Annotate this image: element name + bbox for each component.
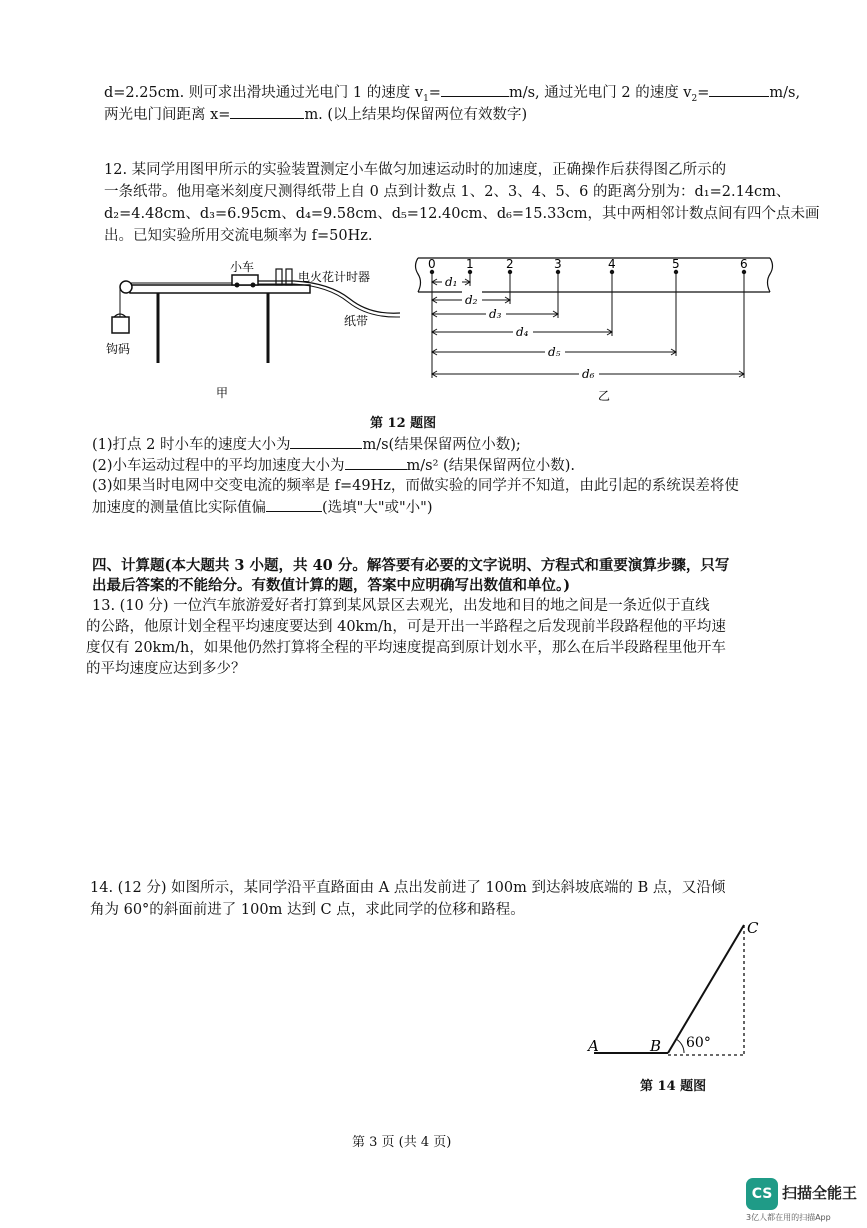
distance-label: d₃ — [489, 307, 502, 321]
q12-sub3-a: 加速度的测量值比实际值偏 — [92, 500, 266, 516]
answer-blank — [709, 82, 769, 97]
apparatus-figure — [100, 255, 410, 410]
distance-label: d₆ — [582, 367, 595, 381]
tape-end — [768, 258, 773, 292]
distance-label: d₅ — [548, 345, 561, 359]
q13-text-line: 的平均速度应达到多少？ — [86, 661, 246, 677]
q12-sub2 — [92, 455, 575, 476]
tape-end — [416, 258, 421, 292]
tape-marks — [428, 257, 748, 381]
q12-text-line: 12. 某同学用图甲所示的实验装置测定小车做匀加速运动时的加速度，正确操作后获得图乙所示的 — [104, 162, 727, 178]
label-timer: 电火花计时器 — [298, 270, 371, 284]
label-a: A — [588, 1037, 599, 1055]
tape-point-label: 6 — [740, 257, 748, 271]
distance-label: d₂ — [465, 293, 478, 307]
answer-blank — [345, 455, 407, 470]
q11-line1-b: m/s, 通过光电门 2 的速度 v — [508, 85, 692, 101]
answer-blank — [230, 104, 304, 119]
tape-point-label: 4 — [608, 257, 616, 271]
table-top — [130, 285, 310, 293]
q12-sub1 — [92, 434, 521, 455]
q14-caption: 第 14 题图 — [640, 1079, 707, 1094]
q12-text-line: 出。已知实验所用交流电频率为 f=50Hz. — [104, 228, 373, 244]
label-c: C — [747, 919, 759, 937]
q14-text-line: 角为 60°的斜面前进了 100m 达到 C 点，求此同学的位移和路程。 — [90, 902, 525, 918]
q11-line2-a: 两光电门间距离 x= — [104, 107, 231, 123]
q12-sub3-b: (选填"大"或"小") — [322, 500, 433, 516]
q11-line1-a: d=2.25cm. 则可求出滑块通过光电门 1 的速度 v — [104, 85, 424, 101]
q11-line1: d=2.25cm. 则可求出滑块通过光电门 1 的速度 $v_1= m/s$, 通过光电门 2 的速度 $v_2= m/s$, — [104, 82, 800, 109]
angle-label: 60° — [686, 1035, 711, 1051]
q12-sub2-b: m/s² (结果保留两位小数). — [406, 458, 575, 474]
label-yi: 乙 — [598, 389, 611, 403]
distance-label: d₄ — [516, 325, 529, 339]
q11-line1-c: m/s, — [769, 85, 801, 101]
watermark-sub: 3亿人都在用的扫描App — [746, 1213, 831, 1222]
weight-icon — [112, 317, 129, 333]
label-weight: 钩码 — [106, 342, 131, 356]
tape-figure — [410, 252, 785, 407]
angle-arc — [676, 1039, 684, 1053]
label-cart: 小车 — [230, 260, 255, 274]
q12-text-line: d₂=4.48cm、d₃=6.95cm、d₄=9.58cm、d₅=12.40cm、d₆=15.33cm，其中两相邻计数点间有四个点未画 — [104, 206, 820, 222]
q12-sub1-b: m/s(结果保留两位小数); — [362, 437, 521, 453]
label-jia: 甲 — [216, 386, 229, 400]
tape-point-label: 1 — [466, 257, 474, 271]
timer-icon — [276, 269, 282, 285]
slope-line — [668, 925, 744, 1053]
tape-point-label: 2 — [506, 257, 514, 271]
slope-figure — [580, 915, 770, 1065]
q13-text-line: 13. (10 分) 一位汽车旅游爱好者打算到某风景区去观光，出发地和目的地之间是一条近似于直线 — [92, 598, 710, 614]
section4-header-line1: 四、计算题(本大题共 3 小题，共 40 分。解答要有必要的文字说明、方程式和重要演算步骤，只写 — [92, 557, 730, 574]
q12-sub2-a: (2)小车运动过程中的平均加速度大小为 — [92, 458, 345, 474]
q11-line2-b: m. (以上结果均保留两位有效数字) — [304, 107, 528, 123]
label-tape: 纸带 — [344, 314, 369, 328]
page-number: 第 3 页 (共 4 页) — [352, 1135, 452, 1150]
q12-sub3-line1: (3)如果当时电网中交变电流的频率是 f=49Hz，而做实验的同学并不知道，由此引起的系统误差将使 — [92, 478, 739, 494]
q12-sub3-line2 — [92, 497, 433, 518]
watermark-name: 扫描全能王 — [782, 1184, 858, 1202]
q12-text-line: 一条纸带。他用毫米刻度尺测得纸带上自 0 点到计数点 1、2、3、4、5、6 的距离分别为：d₁=2.14cm、 — [104, 184, 791, 200]
camscanner-logo-icon: CS — [746, 1178, 778, 1210]
answer-blank — [266, 497, 322, 512]
answer-blank — [290, 434, 362, 449]
q13-text-line: 的公路，他原计划全程平均速度要达到 40km/h，可是开出一半路程之后发现前半段路程他的平均速 — [86, 619, 726, 635]
label-b: B — [650, 1037, 662, 1055]
answer-blank — [441, 82, 509, 97]
q12-caption: 第 12 题图 — [370, 416, 437, 431]
q11-line2 — [104, 104, 527, 125]
q14-text-line: 14. (12 分) 如图所示，某同学沿平直路面由 A 点出发前进了 100m 到达斜坡底端的 B 点，又沿倾 — [90, 880, 726, 896]
q12-sub1-a: (1)打点 2 时小车的速度大小为 — [92, 437, 291, 453]
tape-point-label: 0 — [428, 257, 436, 271]
section4-header-line2: 出最后答案的不能给分。有数值计算的题，答案中应明确写出数值和单位。) — [92, 577, 571, 594]
q13-text-line: 度仅有 20km/h，如果他仍然打算将全程的平均速度提高到原计划水平，那么在后半段路程里他开车 — [86, 640, 726, 656]
scanner-watermark — [742, 1176, 862, 1222]
tape-point-label: 3 — [554, 257, 562, 271]
distance-label: d₁ — [445, 275, 458, 289]
tape-point-label: 5 — [672, 257, 680, 271]
